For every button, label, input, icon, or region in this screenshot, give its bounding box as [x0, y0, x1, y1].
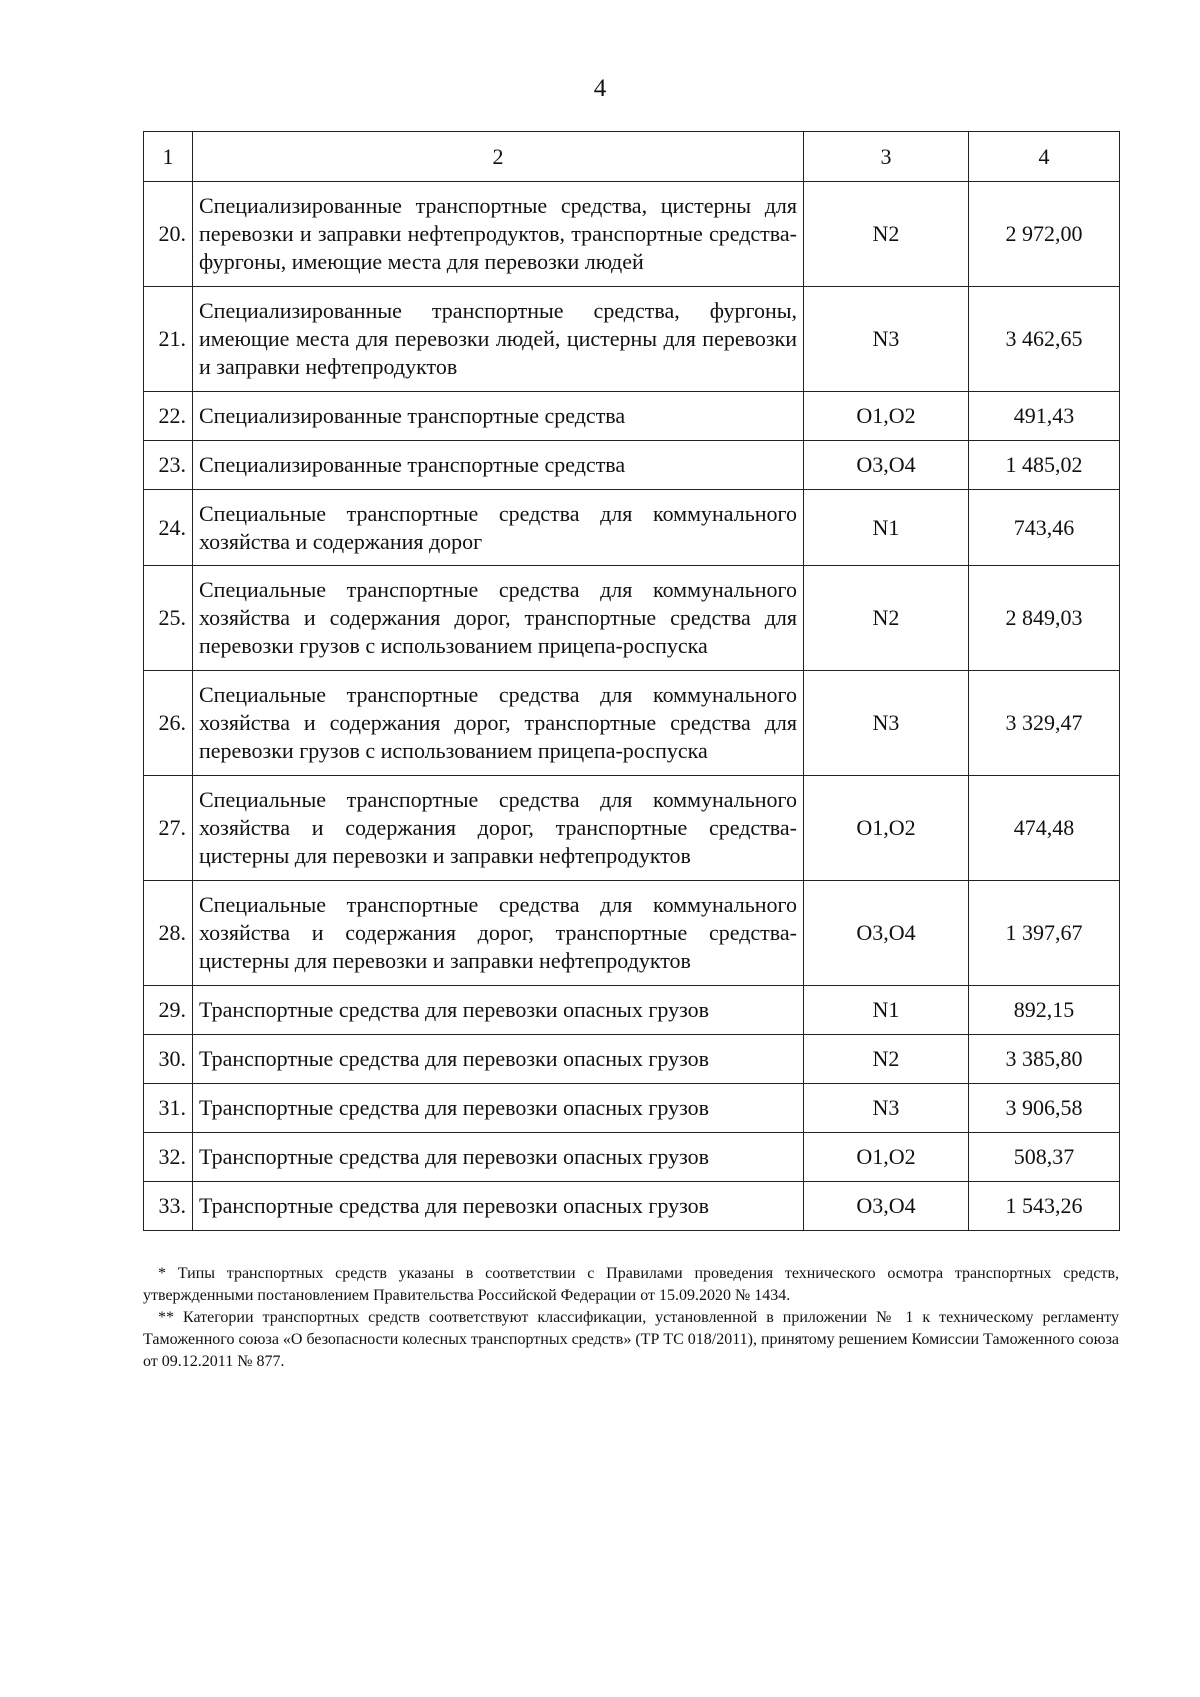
row-number: 24.: [144, 490, 193, 566]
row-number: 26.: [144, 671, 193, 776]
row-number: 25.: [144, 566, 193, 671]
row-value: 3 329,47: [969, 671, 1120, 776]
table-row: [144, 1035, 1120, 1084]
row-value: 3 906,58: [969, 1084, 1120, 1133]
row-category: N2: [804, 566, 969, 671]
row-number: 30.: [144, 1035, 193, 1084]
row-category: O1,O2: [804, 392, 969, 441]
row-description: Транспортные средства для перевозки опасных грузов: [193, 986, 804, 1035]
table-row: [144, 182, 1120, 287]
row-description: Транспортные средства для перевозки опасных грузов: [193, 1182, 804, 1231]
row-value: 2 849,03: [969, 566, 1120, 671]
row-category: O3,O4: [804, 1182, 969, 1231]
footnote-types: * Типы транспортных средств указаны в соответствии с Правилами проведения технического осмотра транспортных средств, утвержденными постановлением Правительства Российской Федерации от 15.09.2020 № 1434.: [143, 1265, 1119, 1304]
row-value: 508,37: [969, 1133, 1120, 1182]
table-row: [144, 881, 1120, 986]
row-number: 22.: [144, 392, 193, 441]
row-description: Специальные транспортные средства для коммунального хозяйства и содержания дорог: [193, 490, 804, 566]
row-value: 1 543,26: [969, 1182, 1120, 1231]
row-description: Специализированные транспортные средства, цистерны для перевозки и заправки нефтепродуктов, транспортные средства-фургоны, имеющие места для перевозки людей: [193, 182, 804, 287]
row-description: Специальные транспортные средства для коммунального хозяйства и содержания дорог, транспортные средства для перевозки грузов с использованием прицепа-роспуска: [193, 566, 804, 671]
row-description: Специализированные транспортные средства: [193, 441, 804, 490]
row-description: Транспортные средства для перевозки опасных грузов: [193, 1084, 804, 1133]
row-value: 1 485,02: [969, 441, 1120, 490]
row-category: O3,O4: [804, 441, 969, 490]
row-category: N2: [804, 182, 969, 287]
row-value: 3 462,65: [969, 287, 1120, 392]
header-cell-3: 3: [804, 132, 969, 182]
table-row: [144, 776, 1120, 881]
table-row: [144, 287, 1120, 392]
table-body: [144, 132, 1120, 1231]
table-row: [144, 441, 1120, 490]
footnote-categories: ** Категории транспортных средств соответствуют классификации, установленной в приложении № 1 к техническому регламенту Таможенного союза «О безопасности колесных транспортных средств» (ТР ТС 018/2011), принятому решением Комиссии Таможенного союза от 09.12.2011 № 877.: [143, 1309, 1119, 1370]
row-category: N1: [804, 986, 969, 1035]
row-description: Специальные транспортные средства для коммунального хозяйства и содержания дорог, транспортные средства для перевозки грузов с использованием прицепа-роспуска: [193, 671, 804, 776]
row-value: 2 972,00: [969, 182, 1120, 287]
row-value: 892,15: [969, 986, 1120, 1035]
table-row: [144, 1182, 1120, 1231]
row-category: N3: [804, 287, 969, 392]
page-number: 4: [593, 75, 607, 102]
row-value: 474,48: [969, 776, 1120, 881]
row-category: O1,O2: [804, 1133, 969, 1182]
header-cell-4: 4: [969, 132, 1120, 182]
row-number: 20.: [144, 182, 193, 287]
table-row: [144, 566, 1120, 671]
table-row: [144, 490, 1120, 566]
row-number: 28.: [144, 881, 193, 986]
table-header-row: [144, 132, 1120, 182]
row-description: Специальные транспортные средства для коммунального хозяйства и содержания дорог, транспортные средства-цистерны для перевозки и заправки нефтепродуктов: [193, 776, 804, 881]
row-number: 32.: [144, 1133, 193, 1182]
row-value: 743,46: [969, 490, 1120, 566]
row-category: N2: [804, 1035, 969, 1084]
header-cell-1: 1: [144, 132, 193, 182]
table-row: [144, 986, 1120, 1035]
row-value: 491,43: [969, 392, 1120, 441]
row-value: 3 385,80: [969, 1035, 1120, 1084]
table-row: [144, 392, 1120, 441]
row-description: Специализированные транспортные средства, фургоны, имеющие места для перевозки людей, цистерны для перевозки и заправки нефтепродуктов: [193, 287, 804, 392]
row-category: O3,O4: [804, 881, 969, 986]
row-category: O1,O2: [804, 776, 969, 881]
table-row: [144, 1084, 1120, 1133]
row-category: N3: [804, 671, 969, 776]
tariff-table: [143, 131, 1120, 1231]
row-description: Специализированные транспортные средства: [193, 392, 804, 441]
row-description: Транспортные средства для перевозки опасных грузов: [193, 1133, 804, 1182]
row-category: N3: [804, 1084, 969, 1133]
row-value: 1 397,67: [969, 881, 1120, 986]
row-description: Специальные транспортные средства для коммунального хозяйства и содержания дорог, транспортные средства-цистерны для перевозки и заправки нефтепродуктов: [193, 881, 804, 986]
row-number: 21.: [144, 287, 193, 392]
row-number: 23.: [144, 441, 193, 490]
row-category: N1: [804, 490, 969, 566]
row-number: 29.: [144, 986, 193, 1035]
table-row: [144, 671, 1120, 776]
table-row: [144, 1133, 1120, 1182]
header-cell-2: 2: [193, 132, 804, 182]
row-number: 31.: [144, 1084, 193, 1133]
row-number: 33.: [144, 1182, 193, 1231]
row-number: 27.: [144, 776, 193, 881]
row-description: Транспортные средства для перевозки опасных грузов: [193, 1035, 804, 1084]
footnotes: [143, 1263, 1119, 1373]
